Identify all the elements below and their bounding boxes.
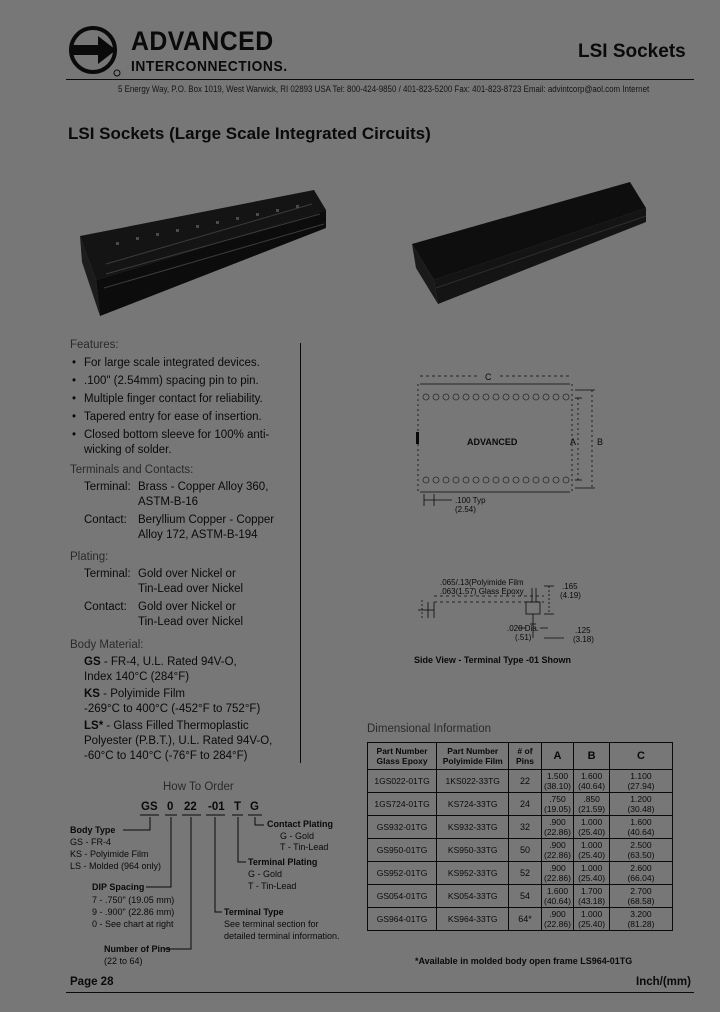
- features-heading: Features:: [70, 339, 119, 351]
- ls-rating: Polyester (P.B.T.), U.L. Rated 94V-O,: [84, 735, 273, 747]
- cell-pins: 52: [509, 862, 541, 885]
- contact-material: Beryllium Copper - Copper: [138, 514, 275, 526]
- cell-c: 1.200 (30.48): [609, 793, 672, 816]
- side-dim-pin-dia: .020 Dia.: [507, 624, 540, 633]
- cell-pins: 50: [509, 839, 541, 862]
- cell-c: 1.600 (40.64): [609, 816, 672, 839]
- terminal-type-desc2: detailed terminal information.: [224, 931, 340, 941]
- cell-glass-epoxy: GS964-01TG: [368, 908, 437, 931]
- bullet-icon: •: [72, 357, 77, 369]
- cell-pins: 24: [509, 793, 541, 816]
- cell-polyimide: KS950-33TG: [437, 839, 509, 862]
- ls-desc: - Glass Filled Thermoplastic: [103, 720, 249, 732]
- cell-a: 1.500 (38.10): [541, 770, 574, 793]
- bullet-icon: •: [72, 393, 77, 405]
- table-row: [368, 908, 673, 931]
- terminal-plating-tin: T - Tin-Lead: [248, 881, 297, 891]
- contact-plating-tin: T - Tin-Lead: [280, 842, 329, 852]
- cell-b: 1.600 (40.64): [574, 770, 610, 793]
- body-type-ks: KS - Polyimide Film: [70, 849, 149, 859]
- side-dim-film: .065/.13(Polyimide Film: [440, 578, 524, 587]
- col-header-polyimide: Part Number Polyimide Film: [437, 743, 509, 770]
- cell-polyimide: KS724-33TG: [437, 793, 509, 816]
- pins-range: (22 to 64): [104, 956, 143, 966]
- dim-a-label: A: [570, 437, 577, 447]
- cell-c: 3.200 (81.28): [609, 908, 672, 931]
- plating-contact-label: Contact:: [84, 601, 127, 613]
- side-dim-pin-mm: (.51): [515, 633, 532, 642]
- table-row: [368, 793, 673, 816]
- footer-rule: [66, 992, 694, 993]
- dip-spacing-9: 9 - .900" (22.86 mm): [92, 907, 175, 917]
- cell-glass-epoxy: GS932-01TG: [368, 816, 437, 839]
- feature-item: Closed bottom sleeve for 100% anti-: [84, 429, 270, 441]
- order-code-dip: 0: [167, 801, 174, 813]
- cell-a: .900 (22.86): [541, 816, 574, 839]
- cell-polyimide: KS964-33TG: [437, 908, 509, 931]
- plating-terminal-label: Terminal:: [84, 568, 131, 580]
- contact-plating-title: Contact Plating: [267, 819, 334, 829]
- units-note: Inch/(mm): [636, 976, 691, 988]
- order-code-terminal-plating: T: [234, 801, 242, 813]
- ls-temp: -60°C to 140°C (-76°F to 284°F): [84, 750, 248, 762]
- cell-c: 2.700 (68.58): [609, 885, 672, 908]
- page-title: LSI Sockets (Large Scale Integrated Circuits): [68, 124, 431, 143]
- table-header-row: [368, 743, 673, 770]
- table-row: [368, 770, 673, 793]
- side-dim-epoxy: .063(1.57) Glass Epoxy: [440, 587, 524, 596]
- order-callout-lines: [0, 0, 320, 980]
- table-row: [368, 885, 673, 908]
- plating-heading: Plating:: [70, 551, 109, 563]
- bullet-icon: •: [72, 411, 77, 423]
- cell-b: 1.000 (25.40): [574, 862, 610, 885]
- pitch-inch: .100 Typ: [455, 496, 486, 505]
- address-line: 5 Energy Way, P.O. Box 1019, West Warwick, RI 02893 USA Tel: 800-424-9850 / 401-823-5200 Fax: 401-823-8723 Email: advintcorp@aol.com Internet: [118, 84, 650, 94]
- cell-pins: 64*: [509, 908, 541, 931]
- cell-polyimide: 1KS022-33TG: [437, 770, 509, 793]
- dim-c-label: C: [485, 372, 492, 382]
- terminal-label: Terminal:: [84, 481, 131, 493]
- cell-pins: 32: [509, 816, 541, 839]
- terminal-material: Brass - Copper Alloy 360,: [138, 481, 269, 493]
- dip-spacing-0: 0 - See chart at right: [92, 919, 174, 929]
- side-dim-height-inch: .165: [562, 582, 578, 591]
- cell-b: 1.000 (25.40): [574, 839, 610, 862]
- body-type-ls: LS - Molded (964 only): [70, 861, 162, 871]
- contact-standard: Alloy 172, ASTM-B-194: [138, 529, 258, 541]
- feature-item: For large scale integrated devices.: [84, 357, 260, 369]
- side-dim-tail-mm: (3.18): [573, 635, 594, 644]
- gs-index: Index 140°C (284°F): [84, 671, 190, 683]
- dimensional-table: [367, 742, 673, 931]
- cell-glass-epoxy: GS054-01TG: [368, 885, 437, 908]
- body-type-gs: GS - FR-4: [70, 837, 112, 847]
- plating-terminal-line1: Gold over Nickel or: [138, 568, 236, 580]
- plating-contact-line1: Gold over Nickel or: [138, 601, 236, 613]
- cell-pins: 22: [509, 770, 541, 793]
- bullet-icon: •: [72, 429, 77, 441]
- terminal-plating-gold: G - Gold: [248, 869, 283, 879]
- cell-glass-epoxy: 1GS724-01TG: [368, 793, 437, 816]
- pins-title: Number of Pins: [104, 944, 171, 954]
- contact-plating-gold: G - Gold: [280, 831, 315, 841]
- bullet-icon: •: [72, 375, 77, 387]
- terminal-plating-title: Terminal Plating: [248, 857, 318, 867]
- plating-terminal-line2: Tin-Lead over Nickel: [138, 583, 244, 595]
- terminal-standard: ASTM-B-16: [138, 496, 199, 508]
- dip-spacing-7: 7 - .750" (19.05 mm): [92, 895, 175, 905]
- cell-b: 1.700 (43.18): [574, 885, 610, 908]
- terminal-type-desc1: See terminal section for: [224, 919, 319, 929]
- side-dim-height-mm: (4.19): [560, 591, 581, 600]
- order-code-pins: 22: [184, 801, 197, 813]
- ks-temp: -269°C to 400°C (-452°F to 752°F): [84, 703, 261, 715]
- company-name: ADVANCED: [131, 26, 274, 56]
- body-material-heading: Body Material:: [70, 639, 144, 651]
- col-header-pins: # of Pins: [509, 743, 541, 770]
- side-dim-tail-inch: .125: [575, 626, 591, 635]
- feature-item: .100" (2.54mm) spacing pin to pin.: [84, 375, 259, 387]
- table-row: [368, 862, 673, 885]
- table-row: [368, 816, 673, 839]
- contact-label: Contact:: [84, 514, 127, 526]
- order-code-contact-plating: G: [250, 801, 259, 813]
- cell-c: 1.100 (27.94): [609, 770, 672, 793]
- dimensional-heading: Dimensional Information: [367, 723, 492, 735]
- pitch-mm: (2.54): [455, 505, 476, 514]
- feature-item: Multiple finger contact for reliability.: [84, 393, 263, 405]
- cell-a: .900 (22.86): [541, 839, 574, 862]
- cell-a: .900 (22.86): [541, 908, 574, 931]
- table-footnote: *Available in molded body open frame LS964-01TG: [415, 956, 633, 966]
- col-header-a: A: [541, 743, 574, 770]
- dip-spacing-title: DIP Spacing: [92, 882, 145, 892]
- dim-b-label: B: [597, 437, 604, 447]
- gs-code: GS: [84, 656, 101, 668]
- cell-glass-epoxy: 1GS022-01TG: [368, 770, 437, 793]
- cell-polyimide: KS952-33TG: [437, 862, 509, 885]
- col-header-c: C: [609, 743, 672, 770]
- cell-polyimide: KS932-33TG: [437, 816, 509, 839]
- table-row: [368, 839, 673, 862]
- cell-b: 1.000 (25.40): [574, 908, 610, 931]
- company-name-line2: INTERCONNECTIONS.: [131, 58, 288, 75]
- feature-item: wicking of solder.: [84, 444, 172, 456]
- cell-pins: 54: [509, 885, 541, 908]
- col-header-b: B: [574, 743, 610, 770]
- cell-a: .750 (19.05): [541, 793, 574, 816]
- cell-polyimide: KS054-33TG: [437, 885, 509, 908]
- ls-code: LS*: [84, 720, 104, 732]
- feature-item: Tapered entry for ease of insertion.: [84, 411, 262, 423]
- cell-glass-epoxy: GS952-01TG: [368, 862, 437, 885]
- terminal-type-title: Terminal Type: [224, 907, 284, 917]
- how-to-order-heading: How To Order: [163, 781, 234, 793]
- body-type-title: Body Type: [70, 825, 116, 835]
- page-number: Page 28: [70, 976, 114, 988]
- gs-desc: - FR-4, U.L. Rated 94V-O,: [100, 656, 237, 668]
- ks-code: KS: [84, 688, 100, 700]
- ks-desc: - Polyimide Film: [99, 688, 185, 700]
- cell-c: 2.600 (66.04): [609, 862, 672, 885]
- cell-a: 1.600 (40.64): [541, 885, 574, 908]
- cell-b: .850 (21.59): [574, 793, 610, 816]
- plating-contact-line2: Tin-Lead over Nickel: [138, 616, 244, 628]
- cell-a: .900 (22.86): [541, 862, 574, 885]
- col-header-glass-epoxy: Part Number Glass Epoxy: [368, 743, 437, 770]
- cell-glass-epoxy: GS950-01TG: [368, 839, 437, 862]
- terminals-heading: Terminals and Contacts:: [70, 464, 194, 476]
- order-code-terminal: -01: [208, 801, 225, 813]
- socket-photo-polyimide: [410, 180, 650, 314]
- cell-b: 1.000 (25.40): [574, 816, 610, 839]
- side-view-caption: Side View - Terminal Type -01 Shown: [414, 655, 572, 665]
- category-title: LSI Sockets: [578, 41, 686, 62]
- order-code-body: GS: [141, 801, 158, 813]
- cell-c: 2.500 (63.50): [609, 839, 672, 862]
- diagram-brand: ADVANCED: [467, 437, 518, 447]
